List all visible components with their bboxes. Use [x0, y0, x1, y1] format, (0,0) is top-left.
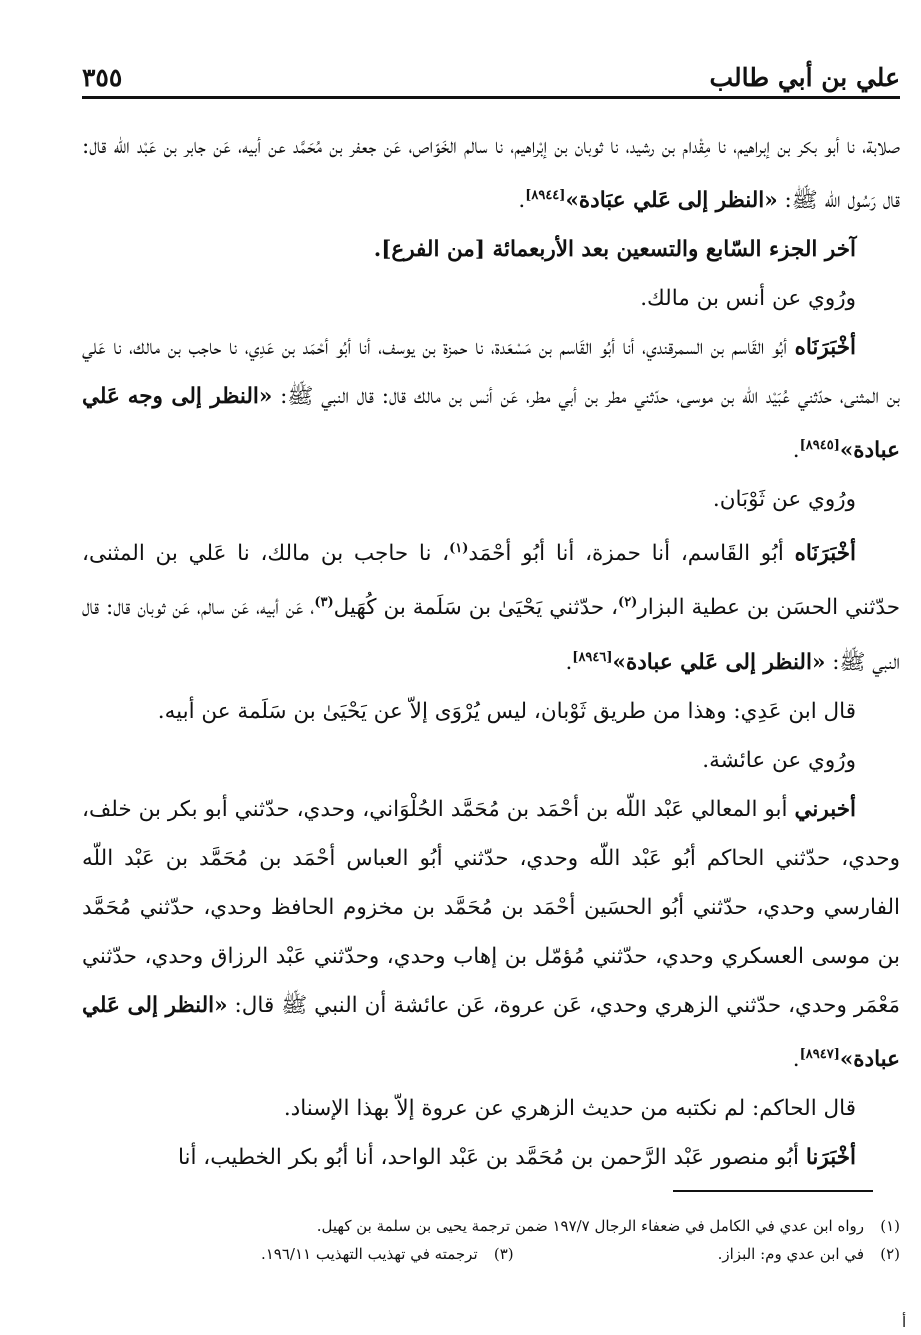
chain-lead: أخبرني [794, 796, 857, 822]
footnote-rule [673, 1190, 873, 1192]
paragraph-10: قال الحاكم: لم نكتبه من حديث الزهري عن عروة إلاّ بهذا الإسناد. [283, 1095, 856, 1121]
hadith-quote: «النظر إلى [677, 188, 778, 214]
hadith-number: [٨٩٤٥] [799, 438, 840, 454]
body-text [82, 122, 900, 1182]
paragraph-7: قال ابن عَدِي: وهذا من طريق ثَوْبان، ليس يُرْوَى إلاّ عن يَحْيَىٰ بن سَلَمة عن أبيه. [157, 698, 856, 724]
footnote-1 [150, 1212, 900, 1240]
hadith-number: [٨٩٤٤] [525, 188, 566, 203]
paragraph-8: ورُوي عن عائشة. [702, 747, 856, 773]
footnote-text: رواه ابن عدي في الكامل في ضعفاء الرجال ١٩٧/٧ ضمن ترجمة يحيى بن سلمة بن كهيل. [316, 1217, 864, 1235]
chain-lead: أخْبَرَنَاه [794, 335, 856, 361]
page-number: ٣٥٥ [82, 63, 123, 92]
punctuation: . [518, 188, 526, 214]
paragraph-3: ورُوي عن أنس بن مالك. [640, 286, 856, 312]
text-line: عَن أبيه، عَن سالم، عَن ثوبان قال: قال النبي ﷺ: [82, 595, 900, 675]
paragraph-1 [82, 122, 900, 225]
paragraph-5: ورُوي عن ثَوْبَان. [712, 487, 856, 513]
hadith-number: [٨٩٤٦] [572, 649, 613, 665]
text-line: مُحَمَّد بن عَبْد اللّه الفارسي وحدي، حدّثني أبُو الحسَين أحْمَد بن مُحَمَّد بن مخزوم الحافظ [82, 845, 901, 920]
punctuation: ، [310, 595, 315, 621]
punctuation: . [792, 438, 800, 464]
footnote-mark: (٢) [880, 1245, 900, 1263]
paragraph-4 [82, 323, 900, 475]
hadith-number: [٨٩٤٧] [799, 1046, 840, 1062]
punctuation: . [792, 1046, 800, 1072]
hadith-quote: عَلي عبادة» [82, 384, 900, 464]
text-line: أبو المعالي عَبْد اللّه بن أحْمَد بن مُحَمَّد الحُلْوَاني، وحدي، حدّثني أبو [204, 796, 795, 822]
chain-lead: أخْبَرَنَاه [794, 541, 856, 567]
text-line: عَن جعفر بن مُحَمَّد عن أبيه، عَن جابر بن عَبْد اللّه قال: قال رَسُول الله ﷺ: [82, 134, 900, 214]
footnote-ref: (٢) [618, 595, 638, 611]
section-note: آخر الجزء السّابع والتسعين بعد الأربعمائة [من الفرع]. [373, 237, 856, 263]
paragraph-11 [82, 1133, 900, 1182]
footnote-text: في ابن عدي وم: البزاز. [717, 1245, 864, 1263]
paragraph-9 [82, 785, 900, 1084]
footnote-2-3 [150, 1240, 900, 1268]
text-line: أبُو منصور عَبْد الرَّحمن بن مُحَمَّد بن عَبْد الواحد، أنا أبُو بكر الخطيب، أنا [177, 1144, 806, 1170]
paragraph-6 [82, 524, 900, 686]
page-header [82, 55, 900, 99]
footnote-ref: (٣) [314, 595, 334, 611]
text-line: موسى، حدّثني مطر بن أبي مطر، عَن أنس بن مالك قال: قال النبي ﷺ: [272, 384, 714, 410]
text-line: ، حدّثني يَحْيَىٰ بن سَلَمة بن كُهَيل [333, 595, 619, 621]
text-line: بكر بن خلف، وحدي، حدّثني الحاكم أبُو عَبْد اللّه وحدي، حدّثني أبُو العباس أحْمَد بن [82, 796, 900, 871]
footnotes [150, 1212, 900, 1268]
footnote-mark: (٣) [493, 1245, 514, 1263]
footnote-ref: (١) [449, 541, 469, 557]
hadith-quote: «النظر إلى عَلي عبادة» [612, 649, 826, 675]
text-line: أبُو القَاسم بن السمرقندي، أنا أبُو القَاسم بن مَسْعَدة، نا حمزة بن يوسف، [378, 335, 795, 361]
punctuation: . [565, 649, 573, 675]
chain-lead: أخْبَرَنا [805, 1144, 856, 1170]
text-line: أنا أبُو أحْمَد بن عَدِي، نا حاجب بن مالك، نا عَلي بن المثنى، حدّثني عُبَيْد اللّه بن [82, 335, 900, 410]
text-line: وحدي، حدّثني مُحَمَّد بن موسى العسكري وحدي، حدّثني مُؤمّل بن إهاب وحدي، [82, 894, 900, 969]
footnote-mark: (١) [880, 1217, 900, 1235]
running-title: علي بن أبي طالب [709, 63, 900, 92]
text-line: وحدّثني عَبْد الرزاق وحدي، حدّثني مَعْمَر وحدي، حدّثني الزهري وحدي، عَن عروة، عَن [82, 943, 901, 1018]
signature-mark: أ [902, 1313, 907, 1331]
hadith-quote: «النظر إلى عَلي عبادة» [82, 992, 900, 1072]
text-line: صلابة، نا أبو بكر بن إبراهيم، نا مِقْدام بن رشيد، نا ثوبان بن إبْراهيم، نا سالم الخَوّاص، [408, 134, 900, 159]
text-line: نا عَلي بن المثنى، حدّثني الحسَن بن عطية البزار [82, 541, 900, 621]
hadith-quote: «النظر إلى وجه [127, 384, 273, 410]
text-line: أبُو القَاسم، أنا حمزة، أنا أبُو أحْمَد [468, 541, 795, 567]
header-rule [82, 96, 900, 99]
text-line: ، نا حاجب بن مالك، [260, 541, 450, 567]
hadith-quote: عَلي عبَادة» [565, 188, 671, 214]
text-line: عائشة أن النبي ﷺ قال: [227, 992, 450, 1018]
footnote-text: ترجمته في تهذيب التهذيب ١٩٦/١١. [260, 1245, 478, 1263]
